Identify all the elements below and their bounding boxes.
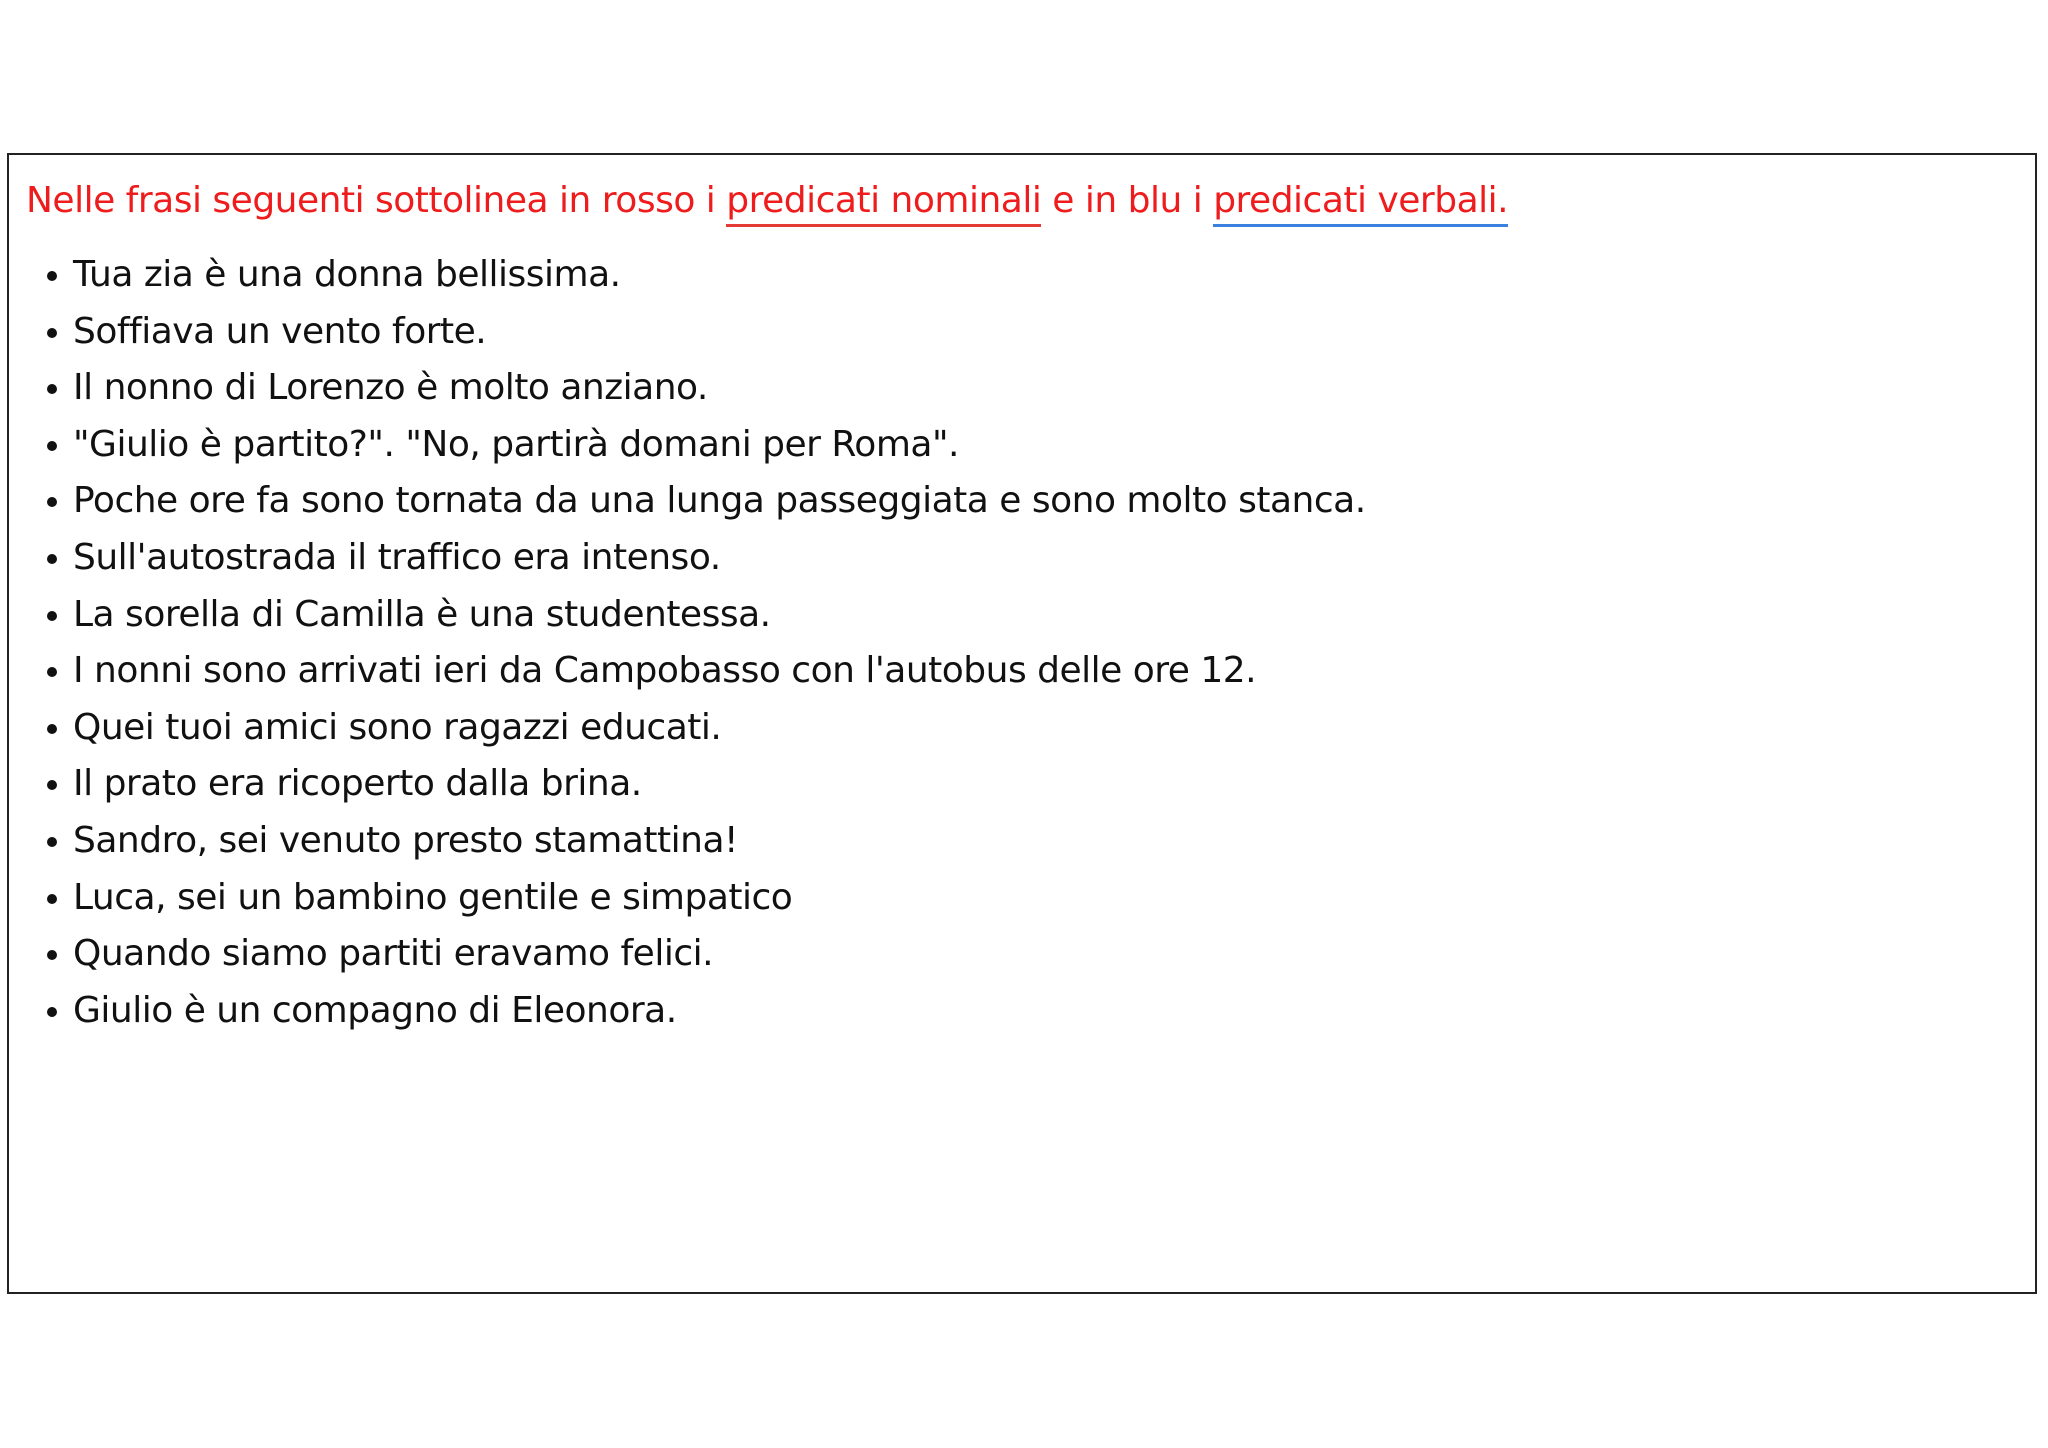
bullet-icon (47, 554, 57, 564)
sentence-item (45, 643, 1366, 700)
sentence-text: Quei tuoi amici sono ragazzi educati. (73, 706, 722, 748)
red-underlined-term: predicati nominali (726, 181, 1041, 227)
bullet-icon (47, 724, 57, 734)
sentence-item (45, 813, 1366, 870)
sentence-item (45, 870, 1366, 927)
sentence-item (45, 926, 1366, 983)
sentence-item (45, 304, 1366, 361)
exercise-frame (7, 153, 2037, 1294)
bullet-icon (47, 950, 57, 960)
sentence-text: "Giulio è partito?". "No, partirà domani per Roma". (73, 423, 959, 465)
sentence-item (45, 417, 1366, 474)
sentence-text: Il nonno di Lorenzo è molto anziano. (73, 367, 708, 409)
sentence-item (45, 530, 1366, 587)
bullet-icon (47, 441, 57, 451)
sentence-list (45, 247, 1366, 1039)
sentence-text: Poche ore fa sono tornata da una lunga passeggiata e sono molto stanca. (73, 480, 1366, 522)
bullet-icon (47, 611, 57, 621)
sentence-item (45, 587, 1366, 644)
sentence-item (45, 756, 1366, 813)
sentence-item (45, 473, 1366, 530)
sentence-text: La sorella di Camilla è una studentessa. (73, 593, 771, 635)
bullet-icon (47, 1007, 57, 1017)
sentence-item (45, 983, 1366, 1040)
sentence-text: Tua zia è una donna bellissima. (73, 254, 621, 295)
sentence-text: Soffiava un vento forte. (73, 310, 487, 352)
sentence-text: I nonni sono arrivati ieri da Campobasso con l'autobus delle ore 12. (73, 650, 1257, 692)
bullet-icon (47, 384, 57, 394)
bullet-icon (47, 271, 57, 281)
bullet-icon (47, 894, 57, 904)
bullet-icon (47, 780, 57, 790)
bullet-icon (47, 837, 57, 847)
bullet-icon (47, 667, 57, 677)
sentence-item (45, 360, 1366, 417)
sentence-text: Quando siamo partiti eravamo felici. (73, 933, 714, 975)
bullet-icon (47, 328, 57, 338)
sentence-item (45, 247, 1366, 304)
instruction-part-2: e in blu i (1041, 180, 1214, 221)
sentence-text: Il prato era ricoperto dalla brina. (73, 763, 642, 805)
instruction-text (26, 177, 1508, 227)
sentence-text: Sandro, sei venuto presto stamattina! (73, 819, 738, 861)
sentence-text: Giulio è un compagno di Eleonora. (73, 989, 677, 1031)
instruction-part-1: Nelle frasi seguenti sottolinea in rosso i (26, 180, 727, 221)
sentence-item (45, 700, 1366, 757)
sentence-text: Sull'autostrada il traffico era intenso. (73, 536, 721, 578)
blue-underlined-term: predicati verbali. (1213, 181, 1508, 227)
bullet-icon (47, 497, 57, 507)
sentence-text: Luca, sei un bambino gentile e simpatico (73, 876, 793, 918)
